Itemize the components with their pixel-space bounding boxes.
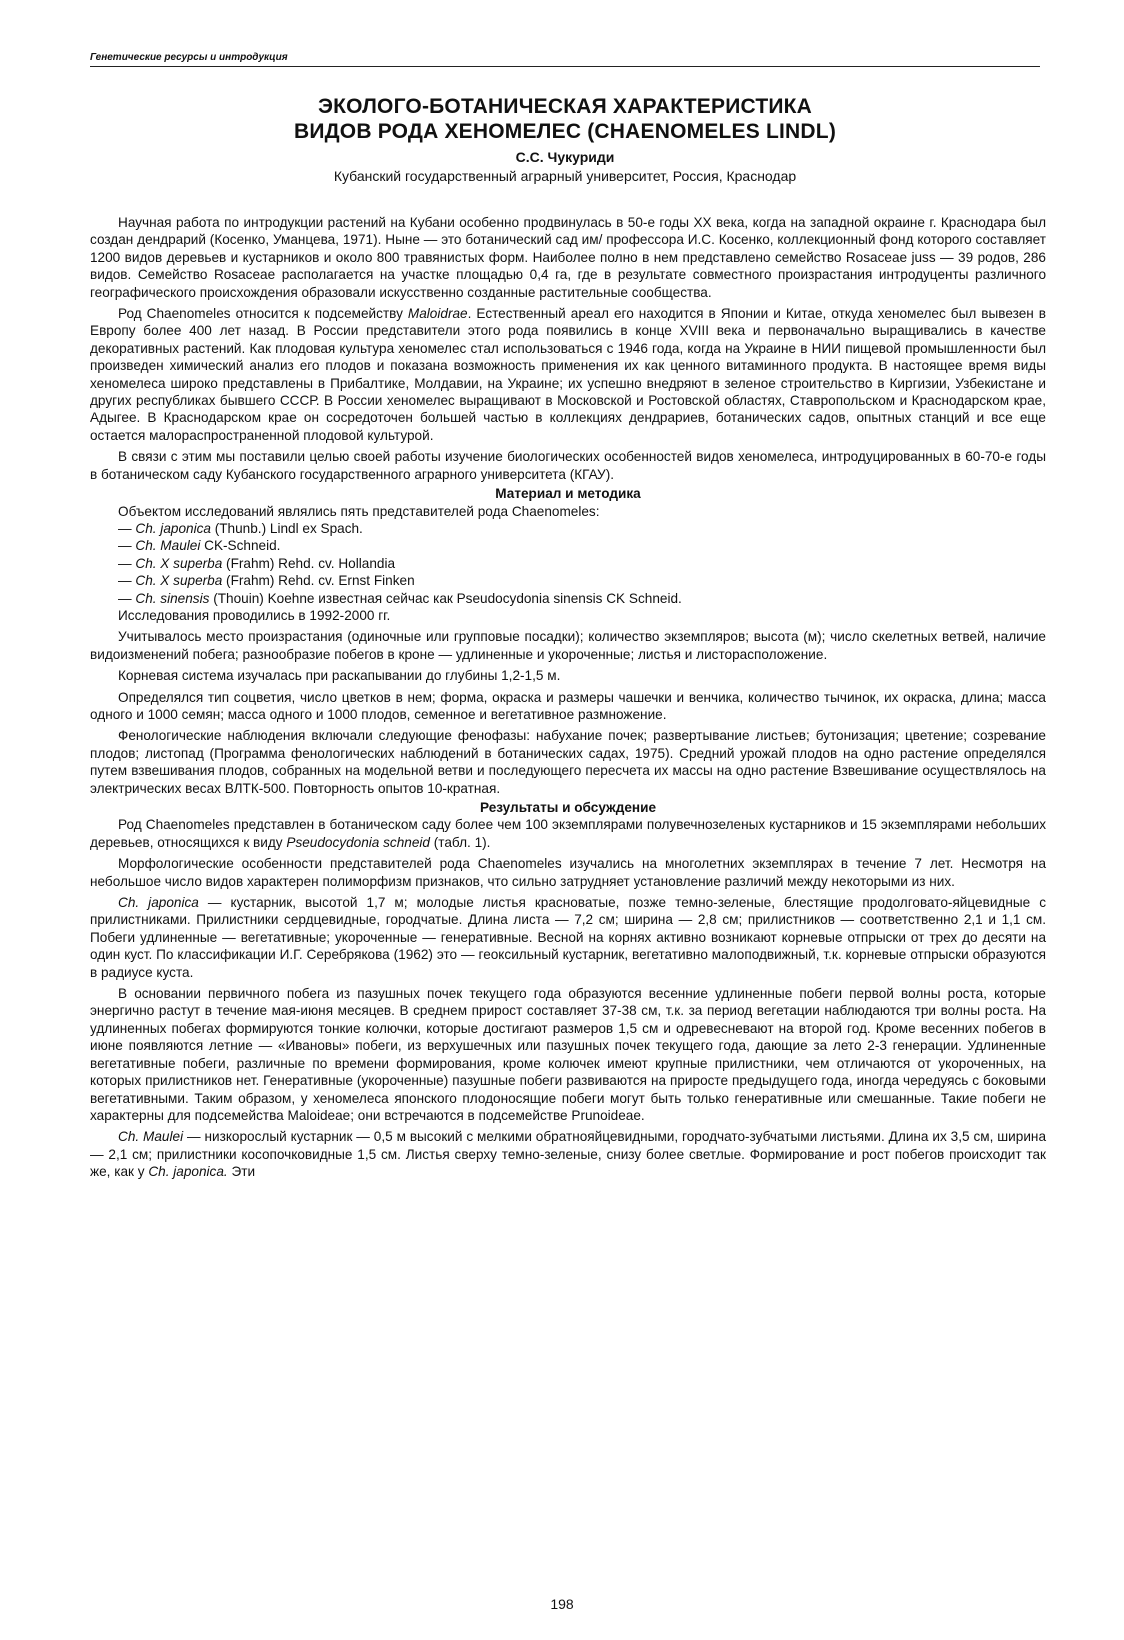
page-number: 198 bbox=[550, 1596, 574, 1612]
taxon-name: Maloidrae bbox=[407, 306, 468, 322]
methods-lead: Объектом исследований являлись пять представителей рода Chaenomeles: bbox=[118, 503, 600, 519]
methods-paragraph-3: Определялся тип соцветия, число цветков в нем; форма, окраска и размеры чашечки и венчика, количество тычинок, их окраска, длина; масса одного и 1000 семян; масса одного и 1000 плодов, семенное и вегетативное размножение. bbox=[90, 689, 1046, 722]
intro-paragraph-3: В связи с этим мы поставили целью своей работы изучение биологических особенностей видов хеномелеса, интродуцированных в 60-70-е годы в ботаническом саду Кубанского государственного аграрного университета (КГАУ). bbox=[90, 449, 1046, 482]
affiliation: Кубанский государственный аграрный университет, Россия, Краснодар bbox=[333, 168, 797, 184]
taxon-name: Ch. japonica. bbox=[148, 1164, 228, 1180]
results-paragraph-4: В основании первичного побега из пазушных почек текущего года образуются весенние удлиненные побеги первой волны роста, которые энергично растут в течение мая-июня месяцев. В среднем прирост составляет 37-38 см, т.к. за период вегетации наблюдаются три волны роста. На удлиненных побегах формируются тонкие колючки, которые достигают размеров 1,5 см и одревесневают на второй год. Кроме весенних побегов в июне появляются летние — «Ивановы» побеги, из верхушечных или пазушных почек текущего года, дающие за лето 2-3 генерации. Удлиненные вегетативные побеги, различные по времени формирования, кроме колючек имеют крупные прилистники, чем отличаются от укороченных, на которых прилистников нет. Генеративные (укороченные) пазушные побеги развиваются на приросте предыдущего года, иногда чередуясь с боковыми вегетативными. Таким образом, у хеномелеса японского плодоносящие побеги могут быть только генеративные или смешанные. Такие побеги не характерны для подсемейства Maloideae; они встречаются в подсемействе Prunoideae. bbox=[90, 986, 1046, 1123]
species-list-item: — Ch. japonica (Thunb.) Lindl ex Spach. bbox=[118, 520, 363, 536]
title-line-1: ЭКОЛОГО-БОТАНИЧЕСКАЯ ХАРАКТЕРИСТИКА bbox=[317, 95, 813, 118]
species-list-item: — Ch. Maulei CK-Schneid. bbox=[118, 538, 281, 554]
author: С.С. Чукуриди bbox=[515, 149, 615, 165]
article-header bbox=[90, 94, 1040, 184]
species-list-item: — Ch. X superba (Frahm) Rehd. cv. Hollandia bbox=[118, 555, 396, 571]
title-line-2: ВИДОВ РОДА ХЕНОМЕЛЕС (CHAENOMELES LINDL) bbox=[293, 120, 837, 143]
results-paragraph-1: Род Chaenomeles представлен в ботаническом саду более чем 100 экземплярами полувечнозеленых кустарников и 15 экземплярами небольших деревьев, относящихся к виду Pseudocydonia schneid (табл. 1). bbox=[90, 817, 1046, 850]
methods-paragraph-4: Фенологические наблюдения включали следующие фенофазы: набухание почек; развертывание листьев; бутонизация; цветение; созревание плодов; листопад (Программа фенологических наблюдений в ботанических садах, 1975). Средний урожай плодов на одно растение определялся путем взвешивания плодов, собранных на модельной ветви и последующего пересчета их массы на одно растение Взвешивание осуществлялось на электрических весах ВЛТК-500. Повторность опытов 10-кратная. bbox=[90, 728, 1046, 796]
running-head: Генетические ресурсы и интродукция bbox=[90, 52, 1040, 67]
taxon-name: Pseudocydonia schneid bbox=[286, 834, 430, 850]
taxon-name: Ch. japonica bbox=[118, 895, 199, 911]
intro-paragraph-1: Научная работа по интродукции растений на Кубани особенно продвинулась в 50-е годы XX века, когда на западной окраине г. Краснодара был создан дендрарий (Косенко, Уманцева, 1971). Ныне — это ботанический сад им/ профессора И.С. Косенко, коллекционный фонд которого составляет 1200 видов деревьев и кустарников и около 800 травянистых форм. Наиболее полно в нем представлено семейство Rosaceae juss — 39 родов, 286 видов. Семейство Rosaceae располагается на участке площадью 0,4 га, где в результате совместного произрастания интродуценты различного географического происхождения образовали искусственно созданные растительные сообщества. bbox=[90, 215, 1046, 300]
methods-paragraph-1: Учитывалось место произрастания (одиночные или групповые посадки); количество экземпляров; высота (м); число скелетных ветвей, наличие видоизменений побега; разнообразие побегов в кроне — удлиненные и укороченные; листья и листорасположение. bbox=[90, 629, 1046, 662]
intro-paragraph-2: Род Chaenomeles относится к подсемейству Maloidrae. Естественный ареал его находится в Японии и Китае, откуда хеномелес был вывезен в Европу более 400 лет назад. В России представители этого рода появились в конце XVIII века и первоначально выращивались в качестве декоративных растений. Как плодовая культура хеномелес стал использоваться с 1946 года, когда на Украине в НИИ пищевой промышленности был произведен химический анализ его плодов и показана возможность применения их как ценного витаминного продукта. В настоящее время виды хеномелеса широко представлены в Прибалтике, Молдавии, на Украине; их успешно внедряют в зеленое строительство в Киргизии, Узбекистане и других республиках бывшего СССР. В России хеномелес выращивают в Московской и Ростовской областях, Ставропольском и Краснодарском крае, Адыгее. В Краснодарском крае он сосредоточен большей частью в коллекциях дендрариев, ботанических садов, опытных станций и все еще остается малораспространенной плодовой культурой. bbox=[90, 306, 1047, 443]
results-paragraph-5: Ch. Maulei — низкорослый кустарник — 0,5 м высокий с мелкими обратнояйцевидными, городчато-зубчатыми листьями. Длина их 3,5 см, ширина — 2,1 см; прилистники косопочковидные 1,5 см. Листья сверху темно-зеленые, снизу более светлые. Формирование и рост побегов происходит так же, как у Ch. japonica. Эти bbox=[90, 1129, 1047, 1180]
methods-paragraph-2: Корневая система изучалась при раскапывании до глубины 1,2-1,5 м. bbox=[118, 668, 561, 684]
section-heading-results: Результаты и обсуждение bbox=[479, 800, 657, 815]
species-list-item: — Ch. X superba (Frahm) Rehd. cv. Ernst Finken bbox=[118, 573, 415, 589]
section-heading-methods: Материал и методика bbox=[495, 486, 641, 502]
taxon-name: Ch. Maulei bbox=[118, 1129, 184, 1145]
results-paragraph-2: Морфологические особенности представителей рода Chaenomeles изучались на многолетних экземплярах в течение 7 лет. Несмотря на небольшое число видов характерен полиморфизм признаков, что сильно затрудняет установление различий между некоторыми из них. bbox=[90, 856, 1046, 889]
article-title bbox=[90, 94, 1040, 144]
study-period: Исследования проводились в 1992-2000 гг. bbox=[118, 607, 391, 623]
species-list-item: — Ch. sinensis (Thouin) Koehne известная сейчас как Pseudocydonia sinensis CK Schneid. bbox=[118, 590, 682, 606]
article-body bbox=[90, 214, 1046, 1181]
results-paragraph-3: Ch. japonica — кустарник, высотой 1,7 м; молодые листья красноватые, позже темно-зеленые, блестящие продолговато-яйцевидные с прилистниками. Прилистники сердцевидные, городчатые. Длина листа — 7,2 см; ширина — 2,8 см; прилистников — соответственно 2,1 и 1,1 см. Побеги удлиненные — вегетативные; укороченные — генеративные. Весной на корнях активно возникают корневые отпрыски от трех до десяти на один куст. По классификации И.Г. Серебрякова (1962) это — геоксильный кустарник, вегетативно малоподвижный, т.к. корневые отпрыски образуются в радиусе куста. bbox=[90, 895, 1046, 980]
